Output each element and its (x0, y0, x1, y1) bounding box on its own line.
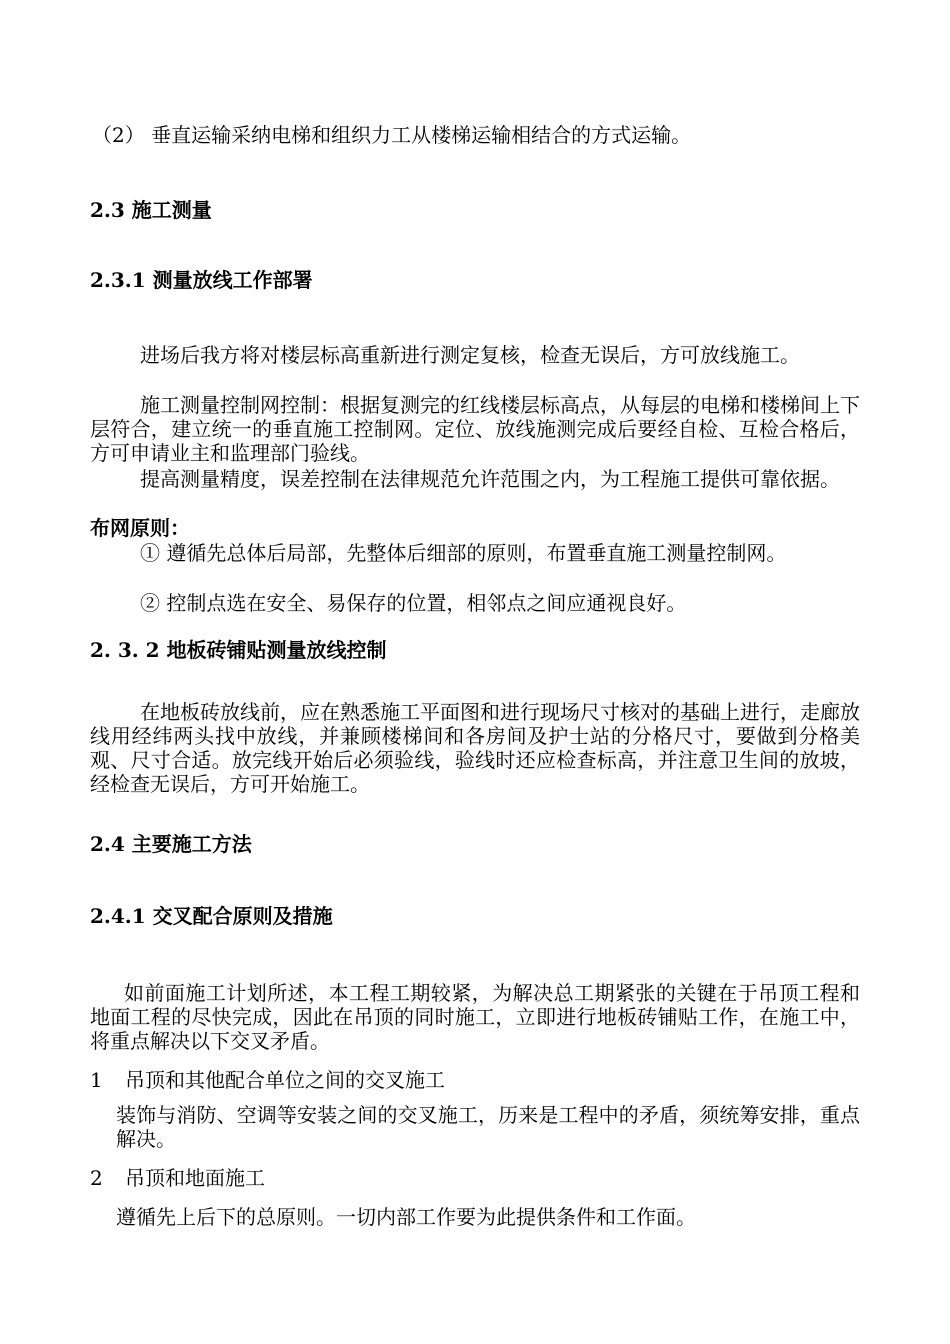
heading-2-4-1: 2.4.1 交叉配合原则及措施 (90, 904, 333, 928)
paragraph-site-check: 进场后我方将对楼层标高重新进行测定复核，检查无误后，方可放线施工。 (140, 343, 800, 367)
paragraph-control-network: 施工测量控制网控制：根据复测完的红线楼层标高点，从每层的电梯和楼梯间上下层符合，建立统一的垂直施工控制网。定位、放线施测完成后要经自检、互检合格后，方可申请业主和监理部门验线。 (90, 393, 860, 465)
paragraph-accuracy: 提高测量精度，误差控制在法律规范允许范围之内，为工程施工提供可靠依据。 (140, 467, 840, 491)
list-item-number: 2 (90, 1166, 103, 1190)
vertical-transport-item: （2） 垂直运输采纳电梯和组织力工从楼梯运输相结合的方式运输。 (92, 123, 692, 147)
principle-item-1: ① 遵循先总体后局部，先整体后细部的原则，布置垂直施工测量控制网。 (140, 541, 787, 565)
heading-2-3-2: 2. 3. 2 地板砖铺贴测量放线控制 (90, 638, 387, 662)
list-item-number: 1 (90, 1068, 103, 1092)
list-item-body: 装饰与消防、空调等安装之间的交叉施工，历来是工程中的矛盾，须统筹安排，重点解决。 (116, 1103, 860, 1151)
heading-2-4: 2.4 主要施工方法 (90, 832, 252, 856)
list-item-body: 遵循先上后下的总原则。一切内部工作要为此提供条件和工作面。 (116, 1205, 696, 1229)
paragraph-cross-work: 如前面施工计划所述，本工程工期较紧，为解决总工期紧张的关键在于吊顶工程和地面工程的尽快完成，因此在吊顶的同时施工，立即进行地板砖铺贴工作，在施工中，将重点解决以下交叉矛盾。 (90, 981, 860, 1053)
paragraph-floor-tile: 在地板砖放线前，应在熟悉施工平面图和进行现场尺寸核对的基础上进行，走廊放线用经纬两头找中放线，并兼顾楼梯间和各房间及护士站的分格尺寸，要做到分格美观、尺寸合适。放完线开始后必须验线，验线时还应检查标高，并注意卫生间的放坡，经检查无误后，方可开始施工。 (90, 700, 860, 796)
principle-item-2: ② 控制点选在安全、易保存的位置，相邻点之间应通视良好。 (140, 591, 687, 615)
list-item-title: 吊顶和地面施工 (125, 1166, 265, 1190)
list-item-title: 吊顶和其他配合单位之间的交叉施工 (125, 1068, 445, 1092)
heading-2-3: 2.3 施工测量 (90, 198, 212, 222)
principle-label: 布网原则： (90, 516, 190, 540)
heading-2-3-1: 2.3.1 测量放线工作部署 (90, 268, 313, 292)
